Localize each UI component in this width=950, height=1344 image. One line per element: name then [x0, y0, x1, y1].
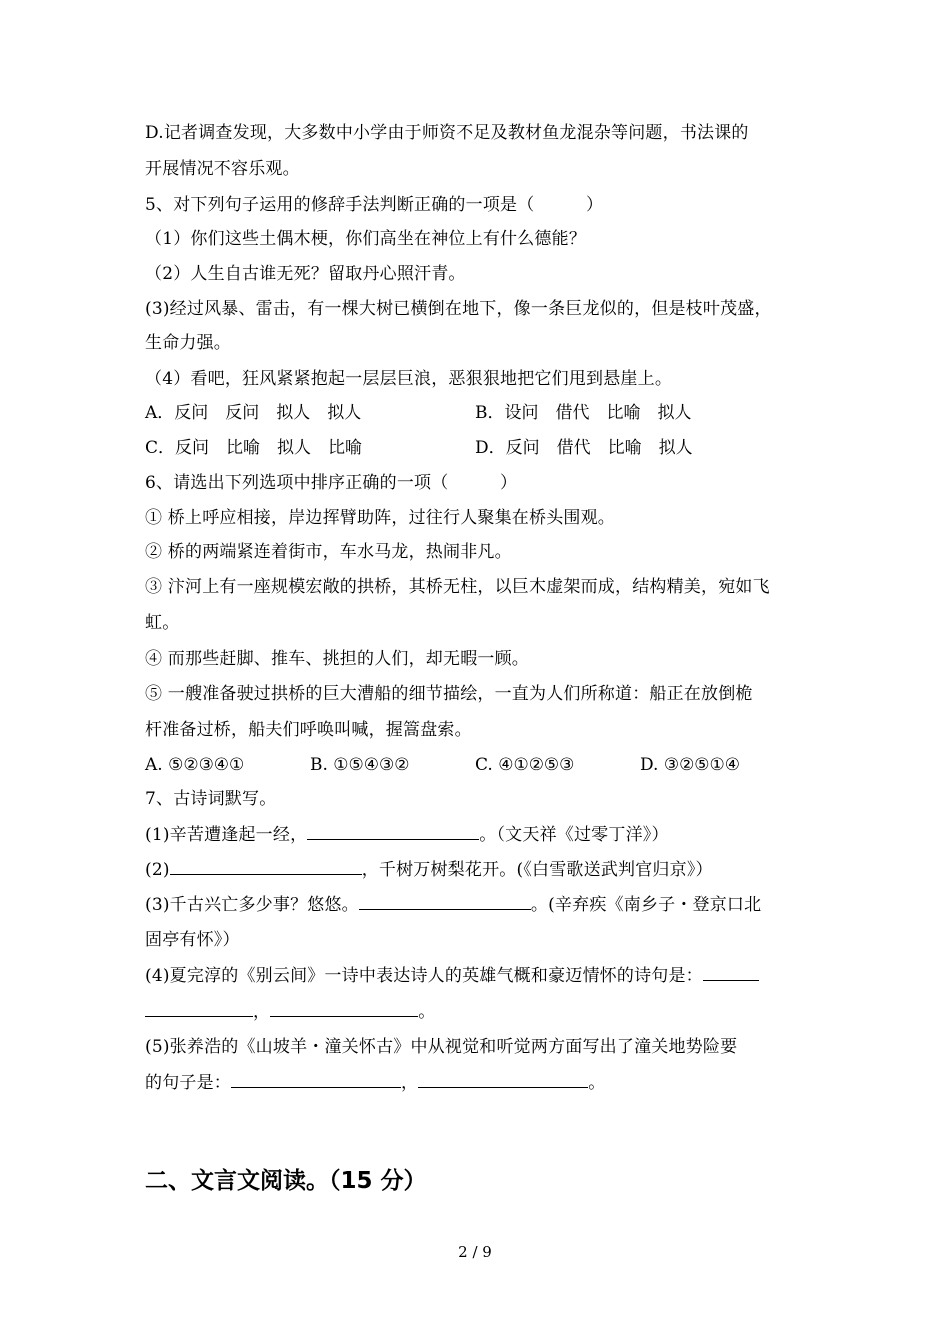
- q7-p4-end: 。: [418, 1002, 436, 1022]
- q4-option-d-line2: 开展情况不容乐观。: [145, 159, 300, 179]
- q7-poem-4-line1: [145, 964, 810, 987]
- q7-poem-3-line2: 固亭有怀》）: [145, 930, 240, 950]
- q7-p1-prefix: (1)辛苦遭逢起一经，: [145, 825, 308, 845]
- q7-p2-blank[interactable]: [170, 858, 362, 875]
- q6-item-5-line1: ⑤ 一艘准备驶过拱桥的巨大漕船的细节描绘，一直为人们所称道：船正在放倒桅: [145, 684, 753, 704]
- q7-poem-2: [145, 858, 810, 881]
- q7-p5-end: 。: [588, 1073, 606, 1093]
- q5-option-d: D．反问 借代 比喻 拟人: [475, 438, 693, 458]
- q7-p5-blank-1[interactable]: [231, 1071, 401, 1088]
- q7-poem-5-line1: (5)张养浩的《山坡羊・潼关怀古》中从视觉和听觉两方面写出了潼关地势险要: [145, 1037, 738, 1057]
- page-number: 2 / 9: [458, 1243, 492, 1261]
- q6-option-b: B. ①⑤④③②: [310, 755, 410, 775]
- q5-stem: 5、对下列句子运用的修辞手法判断正确的一项是（ ）: [145, 195, 604, 215]
- q7-p5-blank-2[interactable]: [418, 1071, 588, 1088]
- q7-p2-prefix: (2): [145, 860, 170, 880]
- q7-poem-5-line2: [145, 1071, 810, 1094]
- q7-p1-blank[interactable]: [307, 823, 479, 840]
- q6-item-2: ② 桥的两端紧连着街市，车水马龙，热闹非凡。: [145, 542, 512, 562]
- q7-p3-blank[interactable]: [359, 893, 531, 910]
- q7-p3-suffix: 。(辛弃疾《南乡子・登京口北: [530, 895, 762, 915]
- q7-p4-blank-1a[interactable]: [703, 964, 759, 981]
- q5-sentence-2: （2）人生自古谁无死？留取丹心照汗青。: [145, 264, 466, 284]
- q5-sentence-3-line1: (3)经过风暴、雷击，有一棵大树已横倒在地下，像一条巨龙似的，但是枝叶茂盛，: [145, 299, 772, 319]
- q7-poem-4-line2: [145, 1000, 810, 1023]
- q4-option-d-line1: D.记者调查发现，大多数中小学由于师资不足及教材鱼龙混杂等问题，书法课的: [145, 123, 749, 143]
- q6-option-c: C. ④①②⑤③: [475, 755, 575, 775]
- q6-item-5-line2: 杆准备过桥，船夫们呼唤叫喊，握篙盘索。: [145, 720, 472, 740]
- q7-p4-comma: ，: [253, 1002, 271, 1022]
- q6-stem: 6、请选出下列选项中排序正确的一项（ ）: [145, 473, 518, 493]
- q6-item-4: ④ 而那些赶脚、推车、挑担的人们，却无暇一顾。: [145, 649, 530, 669]
- q7-p1-suffix: 。（文天祥《过零丁洋》）: [479, 825, 669, 845]
- q7-p4-blank-1b[interactable]: [145, 1000, 253, 1017]
- q6-option-d: D. ③②⑤①④: [640, 755, 741, 775]
- q5-option-c: C．反问 比喻 拟人 比喻: [145, 438, 363, 458]
- q6-item-1: ① 桥上呼应相接，岸边挥臂助阵，过往行人聚集在桥头围观。: [145, 508, 616, 528]
- q7-p4-text: (4)夏完淳的《别云间》一诗中表达诗人的英雄气概和豪迈情怀的诗句是：: [145, 966, 703, 986]
- q6-item-3-line2: 虹。: [145, 613, 180, 633]
- q7-stem: 7、古诗词默写。: [145, 789, 277, 809]
- q6-option-a: A. ⑤②③④①: [145, 755, 245, 775]
- q5-sentence-1: （1）你们这些土偶木梗，你们高坐在神位上有什么德能？: [145, 229, 587, 249]
- q6-item-3-line1: ③ 汴河上有一座规模宏敞的拱桥，其桥无柱，以巨木虚架而成，结构精美，宛如飞: [145, 577, 770, 597]
- q7-p2-suffix: ，千树万树梨花开。(《白雪歌送武判官归京》）: [361, 860, 713, 880]
- section-2-heading: 二、文言文阅读。（15 分）: [145, 1168, 427, 1194]
- q5-sentence-3-line2: 生命力强。: [145, 333, 231, 353]
- q7-poem-1: [145, 823, 810, 846]
- q7-p4-blank-2[interactable]: [270, 1000, 418, 1017]
- q7-poem-3: [145, 893, 810, 916]
- q7-p5-comma: ，: [401, 1073, 419, 1093]
- q5-sentence-4: （4）看吧，狂风紧紧抱起一层层巨浪，恶狠狠地把它们甩到悬崖上。: [145, 369, 673, 389]
- q5-option-b: B．设问 借代 比喻 拟人: [475, 403, 692, 423]
- q5-option-a: A．反问 反问 拟人 拟人: [145, 403, 362, 423]
- q7-p3-prefix: (3)千古兴亡多少事？悠悠。: [145, 895, 359, 915]
- q7-p5-prefix: 的句子是：: [145, 1073, 231, 1093]
